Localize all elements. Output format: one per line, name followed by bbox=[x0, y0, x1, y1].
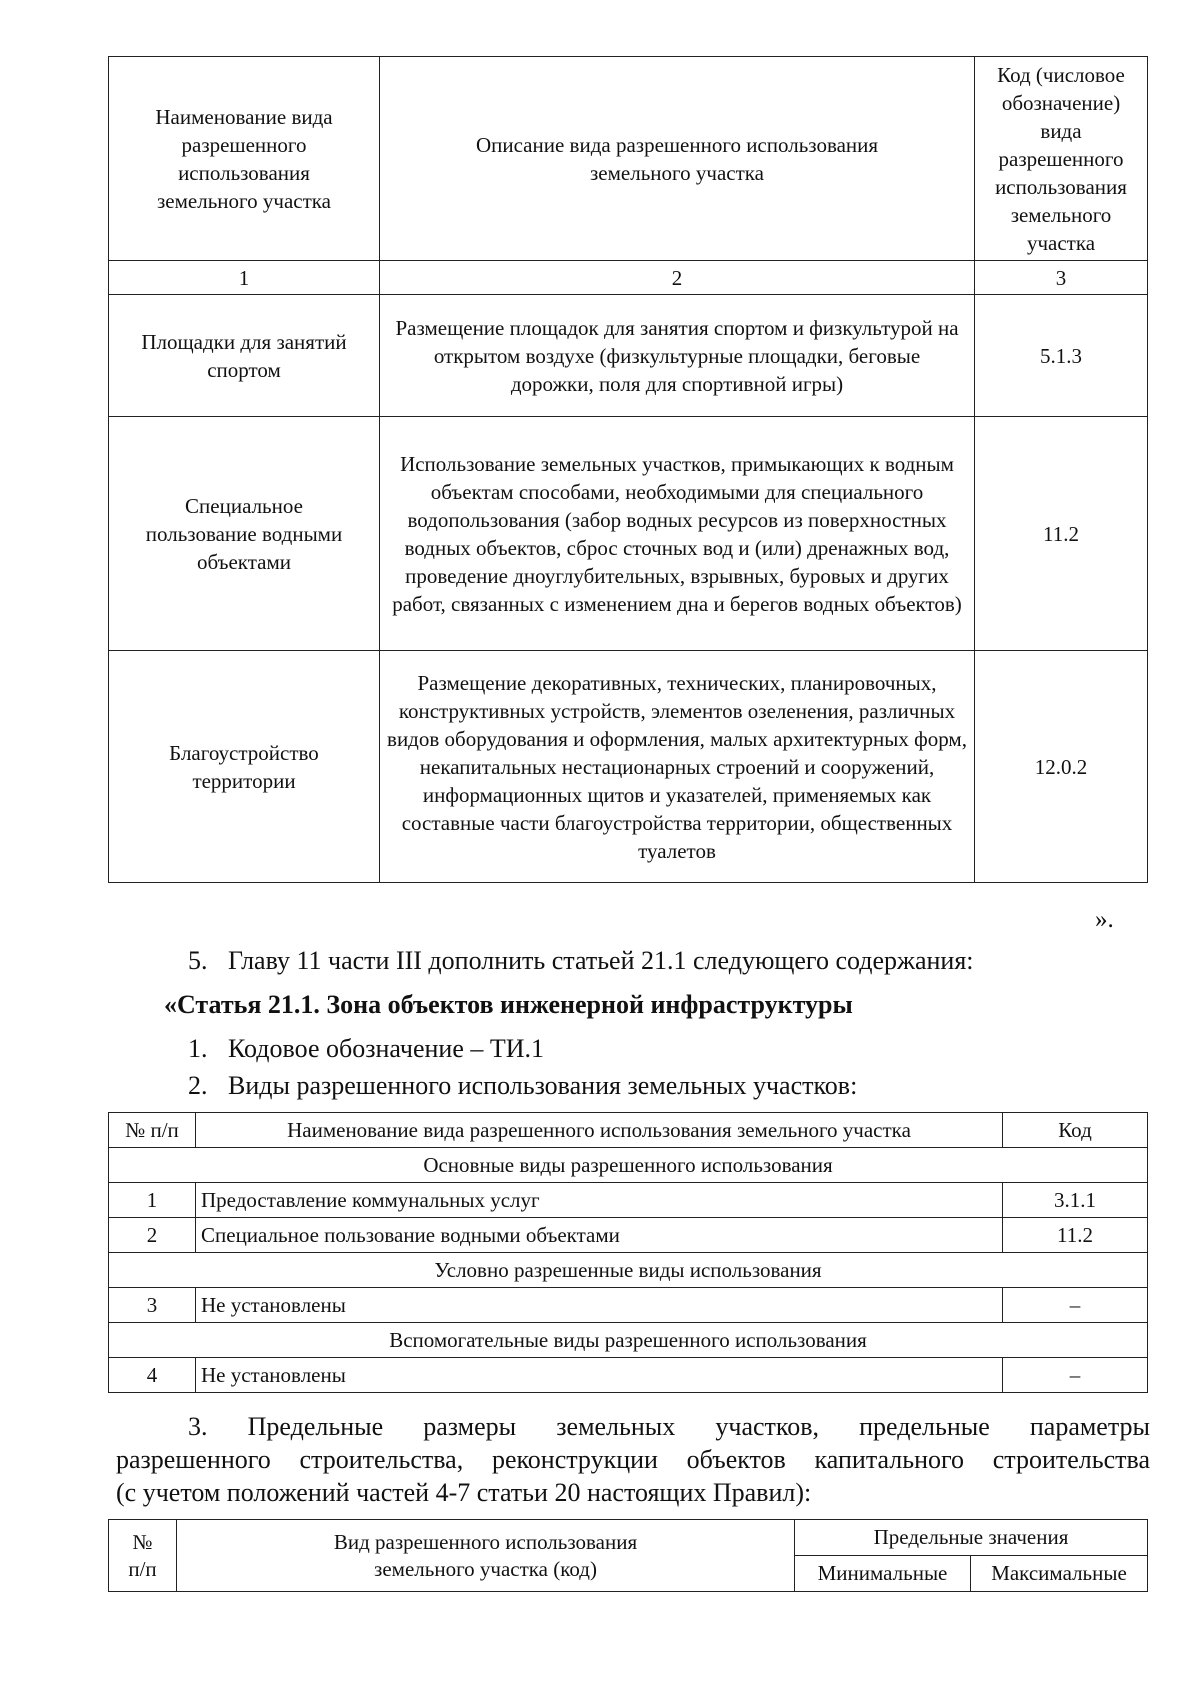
list-item-2 bbox=[188, 1071, 857, 1101]
row-num: 3 bbox=[109, 1288, 196, 1323]
row-name: Специальное пользование водными объектами bbox=[196, 1218, 1003, 1253]
item-number: 1. bbox=[188, 1034, 208, 1063]
row-name: Благоустройство территории bbox=[109, 651, 380, 883]
limit-parameters-table bbox=[108, 1519, 1148, 1592]
row-code: 5.1.3 bbox=[975, 295, 1148, 417]
item-text: Кодовое обозначение – ТИ.1 bbox=[228, 1034, 545, 1063]
land-use-table bbox=[108, 56, 1148, 883]
row-code: 3.1.1 bbox=[1003, 1183, 1148, 1218]
header-limit-values: Предельные значения bbox=[795, 1520, 1148, 1556]
amendment-item-5 bbox=[188, 946, 974, 976]
header-min: Минимальные bbox=[795, 1556, 971, 1592]
table-row bbox=[109, 1218, 1148, 1253]
row-name: Не установлены bbox=[196, 1358, 1003, 1393]
section-row bbox=[109, 1323, 1148, 1358]
header-code: Код bbox=[1003, 1113, 1148, 1148]
row-description: Размещение площадок для занятия спортом и физкультурой на открытом воздухе (физкультурные площадки, беговые дорожки, поля для спортивной игры) bbox=[380, 295, 975, 417]
table-row bbox=[109, 651, 1148, 883]
paragraph-line: разрешенного строительства, реконструкции объектов капитального строительства bbox=[116, 1445, 1150, 1474]
header-num: № п/п bbox=[109, 1113, 196, 1148]
table-row bbox=[109, 1183, 1148, 1218]
column-number: 3 bbox=[975, 261, 1148, 295]
table-row bbox=[109, 295, 1148, 417]
section-conditional: Условно разрешенные виды использования bbox=[109, 1253, 1148, 1288]
article-heading: «Статья 21.1. Зона объектов инженерной инфраструктуры bbox=[164, 990, 853, 1019]
row-description: Использование земельных участков, примыкающих к водным объектам способами, необходимыми для специального водопользования (забор водных ресурсов из поверхностных водных объектов, сброс сточных вод и (или) дренажных вод, проведение дноуглубительных, взрывных, буровых и других работ, связанных с изменением дна и берегов водных объектов) bbox=[380, 417, 975, 651]
header-use-type: Вид разрешенного использования земельного участка (код) bbox=[177, 1520, 795, 1592]
row-name: Специальное пользование водными объектами bbox=[109, 417, 380, 651]
header-description: Описание вида разрешенного использования земельного участка bbox=[380, 57, 975, 261]
item-text: Виды разрешенного использования земельных участков: bbox=[228, 1071, 858, 1100]
table-header-row bbox=[109, 57, 1148, 261]
permitted-use-types-table bbox=[108, 1112, 1148, 1393]
row-name: Площадки для занятий спортом bbox=[109, 295, 380, 417]
row-description: Размещение декоративных, технических, планировочных, конструктивных устройств, элементов озеленения, различных видов оборудования и оформления, малых архитектурных форм, некапитальных нестационарных строений и сооружений, информационных щитов и указателей, применяемых как составные части благоустройства территории, общественных туалетов bbox=[380, 651, 975, 883]
section-auxiliary: Вспомогательные виды разрешенного использования bbox=[109, 1323, 1148, 1358]
row-code: – bbox=[1003, 1358, 1148, 1393]
column-number: 1 bbox=[109, 261, 380, 295]
item-text: Главу 11 части III дополнить статьей 21.1 следующего содержания: bbox=[228, 946, 974, 975]
table-row bbox=[109, 1358, 1148, 1393]
column-number: 2 bbox=[380, 261, 975, 295]
closing-quote: ». bbox=[1095, 906, 1114, 933]
section-row bbox=[109, 1253, 1148, 1288]
row-num: 4 bbox=[109, 1358, 196, 1393]
row-code: 11.2 bbox=[975, 417, 1148, 651]
row-num: 1 bbox=[109, 1183, 196, 1218]
table-row bbox=[109, 1288, 1148, 1323]
item-number: 5. bbox=[188, 946, 208, 975]
header-name: Наименование вида разрешенного использования земельного участка bbox=[109, 57, 380, 261]
row-code: – bbox=[1003, 1288, 1148, 1323]
table-header-row bbox=[109, 1113, 1148, 1148]
paragraph-3 bbox=[116, 1410, 1150, 1509]
header-num bbox=[109, 1520, 177, 1592]
row-name: Не установлены bbox=[196, 1288, 1003, 1323]
row-name: Предоставление коммунальных услуг bbox=[196, 1183, 1003, 1218]
row-num: 2 bbox=[109, 1218, 196, 1253]
header-num-top: № bbox=[132, 1529, 153, 1554]
list-item-1 bbox=[188, 1034, 544, 1064]
header-num-bottom: п/п bbox=[128, 1556, 157, 1581]
paragraph-line: (с учетом положений частей 4-7 статьи 20 настоящих Правил): bbox=[116, 1478, 812, 1507]
header-name: Наименование вида разрешенного использования земельного участка bbox=[196, 1113, 1003, 1148]
header-code: Код (числовое обозначение) вида разрешенного использования земельного участка bbox=[975, 57, 1148, 261]
section-main: Основные виды разрешенного использования bbox=[109, 1148, 1148, 1183]
column-number-row bbox=[109, 261, 1148, 295]
header-max: Максимальные bbox=[971, 1556, 1148, 1592]
item-number: 2. bbox=[188, 1071, 208, 1100]
table-row bbox=[109, 417, 1148, 651]
table-header-row bbox=[109, 1520, 1148, 1556]
row-code: 11.2 bbox=[1003, 1218, 1148, 1253]
row-code: 12.0.2 bbox=[975, 651, 1148, 883]
paragraph-line: 3. Предельные размеры земельных участков, предельные параметры bbox=[188, 1412, 1150, 1441]
section-row bbox=[109, 1148, 1148, 1183]
